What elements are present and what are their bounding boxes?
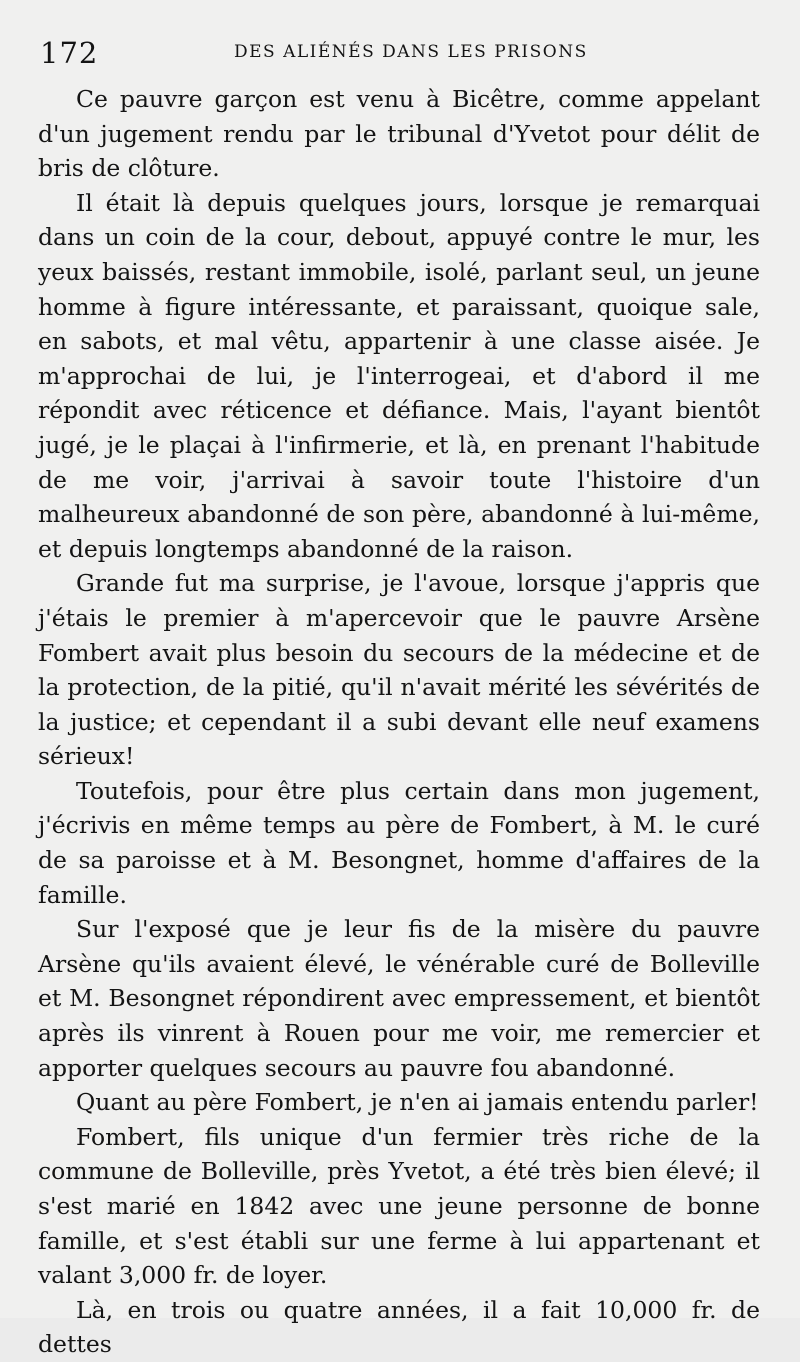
paragraph-6: Quant au père Fombert, je n'en ai jamais entendu parler! xyxy=(76,1088,759,1117)
paragraph-4: Toutefois, pour être plus certain dans mon jugement, j'écrivis en même temps au père de Fombert, à M. le curé de sa paroisse et à M. Besongnet, homme d'affaires de la famille. xyxy=(38,776,760,909)
paragraph-2: Il était là depuis quelques jours, lorsque je remarquai dans un coin de la cour, debout, appuyé contre le mur, les yeux baissés, restant immobile, isolé, parlant seul, un jeune homme à figure intéressante, et paraissant, quoique sale, en sabots, et mal vêtu, appartenir à une classe aisée. Je m'approchai de lui, je l'interrogeai, et d'abord il me répondit avec réticence et défiance. Mais, l'ayant bientôt jugé, je le plaçai à l'infirmerie, et là, en prenant l'habitude de me voir, j'arrivai à savoir toute l'histoire d'un malheureux abandonné de son père, abandonné à lui-même, et depuis longtemps abandonné de la raison. xyxy=(38,188,760,563)
paragraph-3: Grande fut ma surprise, je l'avoue, lorsque j'appris que j'étais le premier à m'apercevoir que le pauvre Arsène Fombert avait plus besoin du secours de la médecine et de la protection, de la pitié, qu'il n'avait mérité les sévérités de la justice; et cependant il a subi devant elle neuf examens sérieux! xyxy=(38,569,760,771)
paragraph-5: Sur l'exposé que je leur fis de la misère du pauvre Arsène qu'ils avaient élevé, le vénérable curé de Bolleville et M. Besongnet répondirent avec empressement, et bientôt après ils vinrent à Rouen pour me voir, me remercier et apporter quelques secours au pauvre fou abandonné. xyxy=(38,915,760,1082)
page-number: 172 xyxy=(40,36,99,70)
paragraph-1: Ce pauvre garçon est venu à Bicêtre, comme appelant d'un jugement rendu par le tribunal d'Yvetot pour délit de bris de clôture. xyxy=(38,85,760,183)
body-text xyxy=(38,82,760,1362)
page-header xyxy=(38,34,760,82)
paragraph-7: Fombert, fils unique d'un fermier très riche de la commune de Bolleville, près Yvetot, a été très bien élevé; il s'est marié en 1842 avec une jeune personne de bonne famille, et s'est établi sur une ferme à lui appartenant et valant 3,000 fr. de loyer. xyxy=(38,1122,760,1290)
paragraph-8: Là, en trois ou quatre années, il a fait 10,000 fr. de dettes xyxy=(38,1295,760,1359)
running-title: DES ALIÉNÉS DANS LES PRISONS xyxy=(234,42,588,62)
